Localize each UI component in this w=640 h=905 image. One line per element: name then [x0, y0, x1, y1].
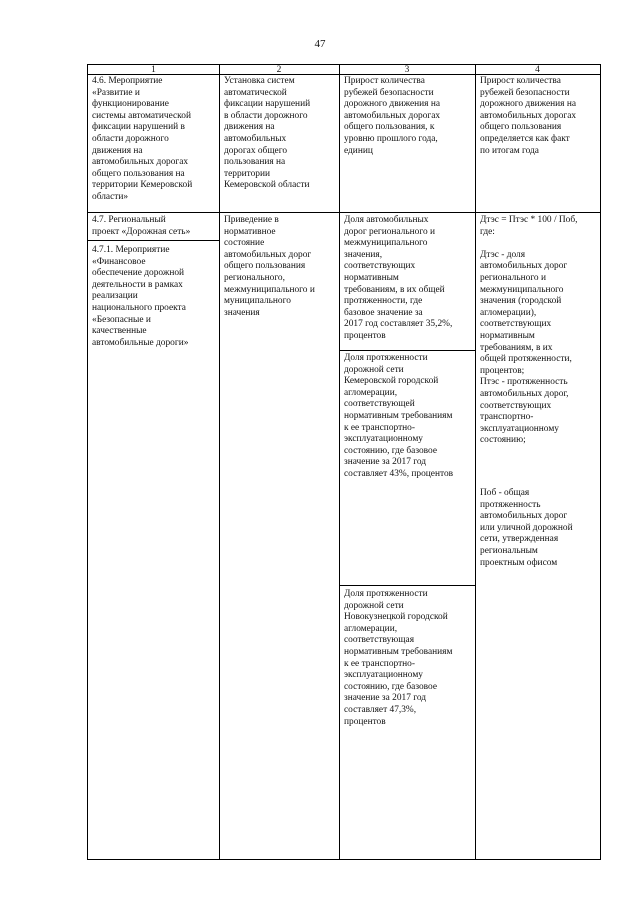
column-header-3: 3: [404, 65, 410, 75]
cell-divider: [339, 350, 475, 351]
activity-4-6-indicator: Прирост количества рубежей безопасности дорожного движения на автомобильных дорогах общего пользования, к уровню прошлого года, единиц: [344, 76, 441, 156]
project-4-7-name: 4.7. Региональный проект «Дорожная сеть»: [92, 215, 191, 237]
page-number: 47: [314, 38, 326, 50]
indicator-kemerovo-agglomeration: Доля протяженности дорожной сети Кемеровской городской агломерации, соответствующей нормативным требованиям к ее транспортно- эксплуатационному состоянию, где базовое значение за 2017 год составляет 43%, процентов: [344, 353, 454, 479]
activity-4-6-name: 4.6. Мероприятие «Развитие и функционирование системы автоматической фиксации нарушений в области дорожного движения на автомобильных дорогах общего пользования на территории Кемеровской области»: [92, 76, 193, 202]
column-divider: [475, 65, 476, 859]
column-divider: [339, 65, 340, 859]
activity-4-6-result: Установка систем автоматической фиксации нарушений в области дорожного движения на автомобильных дорогах общего пользования на территории Кемеровской области: [224, 76, 311, 191]
formula-description: Дтэс = Птэс * 100 / Поб, где: Дтэс - доля автомобильных дорог регионального и межмуниципального значения (городской агломерации), соответствующих нормативным требованиям, в их общей протяженности, процентов; Птэс - протяженность автомобильных дорог, соответствующих транспортно- эксплуатационному состоянию;: [480, 215, 578, 446]
column-header-2: 2: [276, 65, 282, 75]
indicator-novokuznetsk-agglomeration: Доля протяженности дорожной сети Новокузнецкой городской агломерации, соответствующая нормативным требованиям к ее транспортно- эксплуатационному состоянию, где базовое значение за 2017 год составляет 47,3%, процентов: [344, 589, 453, 727]
activity-4-7-result: Приведение в нормативное состояние автомобильных дорог общего пользования регионального, межмуниципального и муниципального значения: [224, 215, 315, 318]
cell-divider: [88, 240, 219, 241]
activity-4-7-1-name: 4.7.1. Мероприятие «Финансовое обеспечение дорожной деятельности в рамках реализации национального проекта «Безопасные и качественные автомобильные дороги»: [92, 245, 189, 348]
activity-4-6-method: Прирост количества рубежей безопасности дорожного движения на автомобильных дорогах общего пользования определяется как факт по итогам года: [480, 76, 577, 156]
column-divider: [219, 65, 220, 859]
cell-divider: [339, 585, 475, 586]
column-header-1: 1: [151, 65, 156, 75]
indicator-regional-roads: Доля автомобильных дорог регионального и межмуниципального значения, соответствующих нормативным требованиям, в их общей протяженности, где базовое значение за 2017 год составляет 35,2%, процентов: [344, 215, 453, 341]
row-divider: [88, 212, 600, 213]
column-header-4: 4: [535, 65, 540, 75]
formula-pob-description: Поб - общая протяженность автомобильных дорог или уличной дорожной сети, утвержденная региональным проектным офисом: [480, 488, 573, 568]
indicators-table: [87, 64, 601, 860]
